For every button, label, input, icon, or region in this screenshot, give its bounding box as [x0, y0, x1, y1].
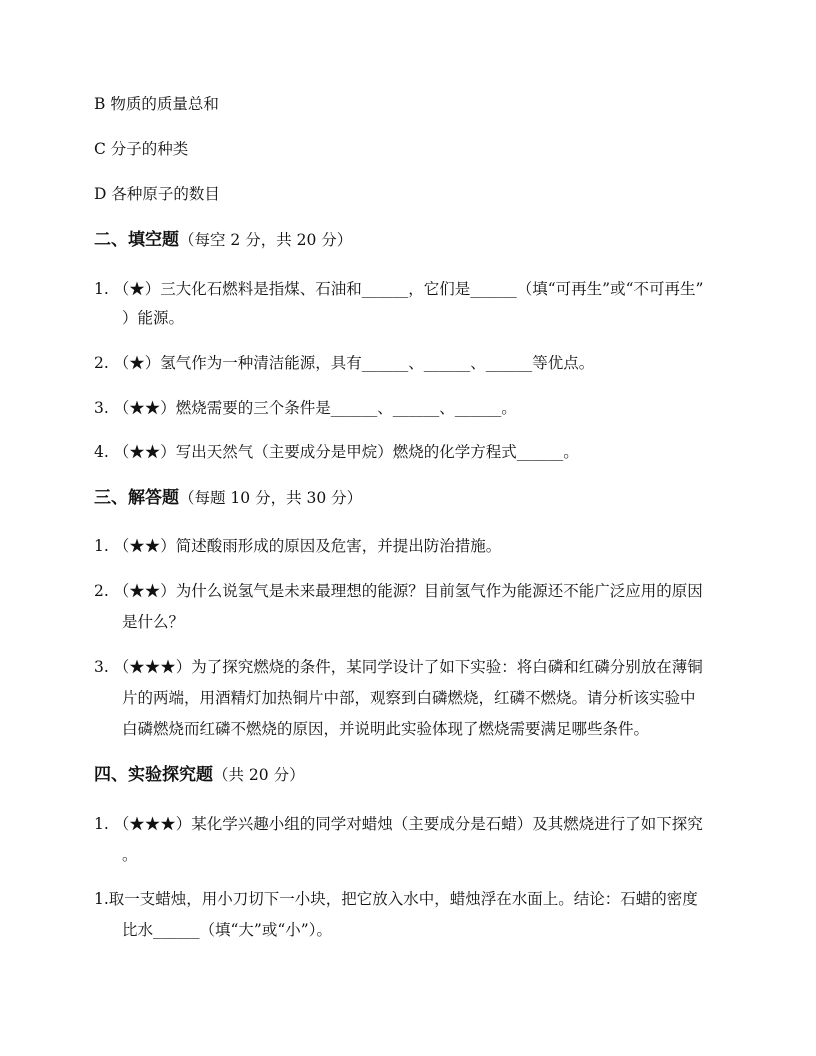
question-line: 3. （★★★）为了探究燃烧的条件，某同学设计了如下实验：将白磷和红磷分别放在薄铜: [94, 658, 703, 676]
question-line: 1. （★）三大化石燃料是指煤、石油和______，它们是______（填“可再生”或“不可再生”: [94, 280, 704, 298]
question-line: 1. （★★）简述酸雨形成的原因及危害，并提出防治措施。: [94, 537, 502, 555]
section-heading: [94, 765, 305, 785]
section-title: 四、实验探究题: [94, 765, 213, 785]
question-line: 4. （★★）写出天然气（主要成分是甲烷）燃烧的化学方程式______。: [94, 443, 579, 461]
question-line: ）能源。: [122, 309, 185, 327]
question-line: 1. （★★★）某化学兴趣小组的同学对蜡烛（主要成分是石蜡）及其燃烧进行了如下探究: [94, 815, 703, 833]
question-line: 1.取一支蜡烛，用小刀切下一小块，把它放入水中，蜡烛浮在水面上。结论：石蜡的密度: [94, 890, 698, 908]
section-heading: [94, 488, 362, 508]
question-line: 2. （★★）为什么说氢气是未来最理想的能源？目前氢气作为能源还不能广泛应用的原因: [94, 582, 703, 600]
question-line: 。: [122, 846, 138, 864]
question-line: 比水______（填“大”或“小”）。: [122, 921, 332, 939]
question-line: 3. （★★）燃烧需要的三个条件是______、______、______。: [94, 399, 517, 417]
section-note: （共 20 分）: [213, 766, 305, 784]
question-line: 2. （★）氢气作为一种清洁能源，具有______、______、______等优点。: [94, 354, 595, 372]
section-title: 三、解答题: [94, 488, 179, 508]
option-c: C 分子的种类: [94, 140, 189, 158]
section-title: 二、填空题: [94, 230, 179, 250]
question-line: 白磷燃烧而红磷不燃烧的原因，并说明此实验体现了燃烧需要满足哪些条件。: [122, 720, 650, 738]
option-b: B 物质的质量总和: [94, 95, 219, 113]
section-heading: [94, 230, 352, 250]
question-line: 是什么？: [122, 613, 185, 631]
question-line: 片的两端，用酒精灯加热铜片中部，观察到白磷燃烧，红磷不燃烧。请分析该实验中: [122, 689, 696, 707]
option-d: D 各种原子的数目: [94, 185, 220, 203]
section-note: （每题 10 分，共 30 分）: [179, 489, 363, 507]
section-note: （每空 2 分，共 20 分）: [179, 231, 353, 249]
